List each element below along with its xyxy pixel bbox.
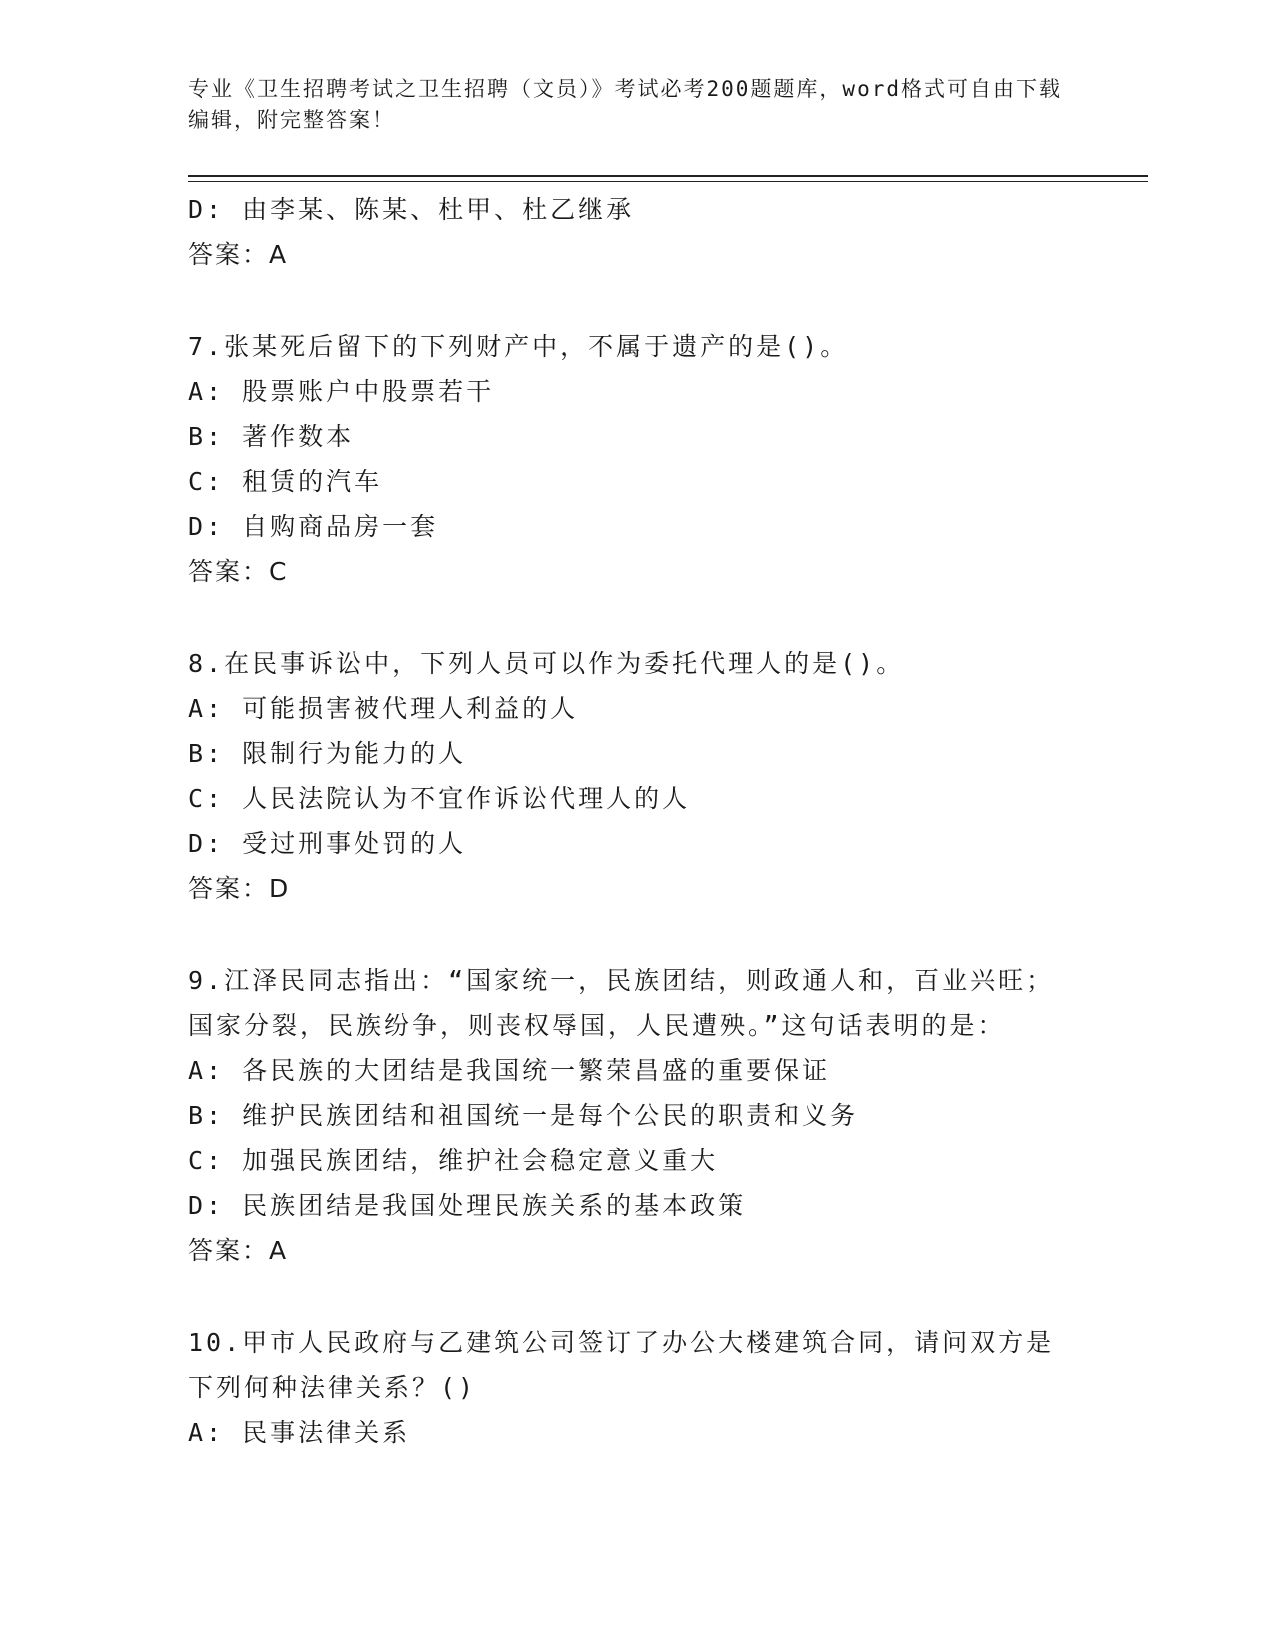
question-stem-line: 10.甲市人民政府与乙建筑公司签订了办公大楼建筑合同，请问双方是: [188, 1328, 1055, 1357]
option-c: C: 人民法院认为不宜作诉讼代理人的人: [188, 784, 691, 813]
header-rule-thin: [188, 181, 1148, 182]
question-stem-line: 9.江泽民同志指出：“国家统一，民族团结，则政通人和，百业兴旺；: [188, 966, 1055, 995]
option-d: D: 自购商品房一套: [188, 512, 439, 541]
option-b: B: 限制行为能力的人: [188, 739, 467, 768]
question-stem: 8.在民事诉讼中，下列人员可以作为委托代理人的是()。: [188, 649, 905, 678]
question-stem-line: 国家分裂，民族纷争，则丧权辱国，人民遭殃。”这句话表明的是：: [188, 1011, 1006, 1040]
answer-line: 答案：D: [188, 874, 291, 903]
option-a: A: 可能损害被代理人利益的人: [188, 694, 579, 723]
answer-line: 答案：A: [188, 1236, 289, 1265]
option-b: B: 著作数本: [188, 422, 355, 451]
answer-line: 答案：A: [188, 240, 289, 269]
header-rule-thick: [188, 175, 1148, 177]
option-a: A: 民事法律关系: [188, 1418, 411, 1447]
option-a: A: 各民族的大团结是我国统一繁荣昌盛的重要保证: [188, 1056, 831, 1085]
question-list: [188, 187, 1088, 1455]
document-header: 专业《卫生招聘考试之卫生招聘（文员）》考试必考200题题库，word格式可自由下载编辑，附完整答案！: [188, 77, 1062, 132]
option-b: B: 维护民族团结和祖国统一是每个公民的职责和义务: [188, 1101, 859, 1130]
question-stem-line: 下列何种法律关系？(): [188, 1373, 477, 1402]
option-d: D: 受过刑事处罚的人: [188, 829, 467, 858]
option-a: A: 股票账户中股票若干: [188, 377, 495, 406]
answer-line: 答案：C: [188, 557, 289, 586]
option-c: C: 租赁的汽车: [188, 467, 383, 496]
option-c: C: 加强民族团结，维护社会稳定意义重大: [188, 1146, 719, 1175]
option-d: D: 民族团结是我国处理民族关系的基本政策: [188, 1191, 747, 1220]
option-d: D: 由李某、陈某、杜甲、杜乙继承: [188, 195, 635, 224]
question-stem: 7.张某死后留下的下列财产中，不属于遗产的是()。: [188, 332, 849, 361]
